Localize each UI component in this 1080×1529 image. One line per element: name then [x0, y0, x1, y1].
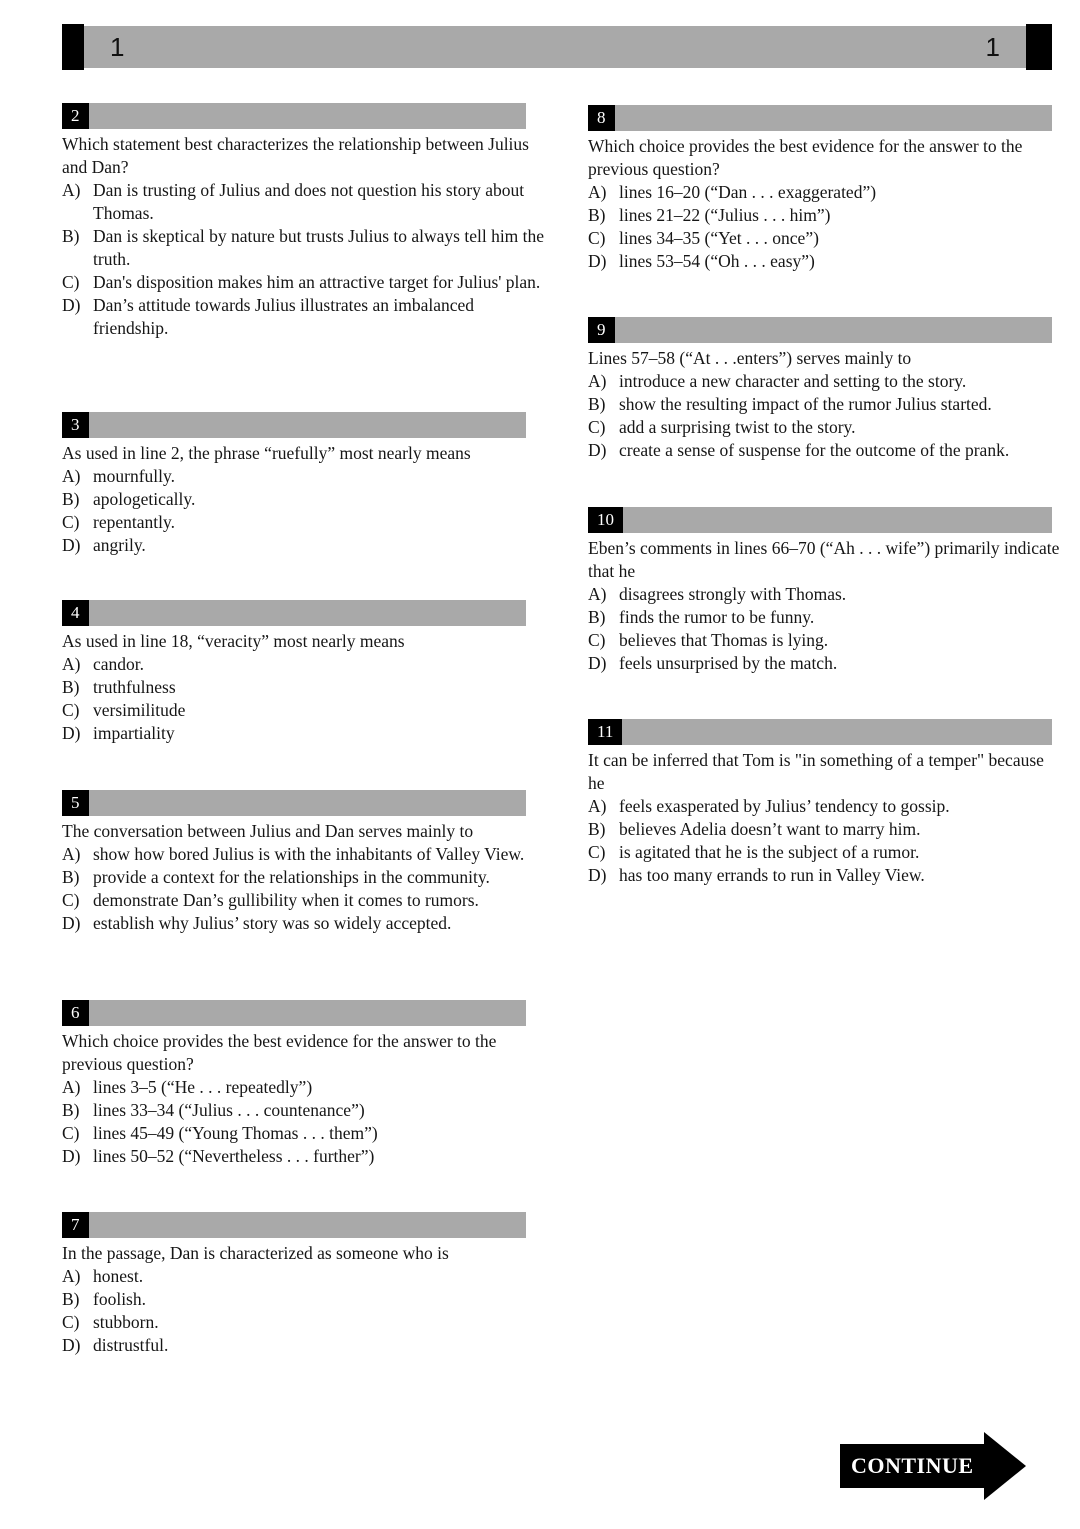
- question-7-option-b: [62, 1288, 546, 1311]
- question-11-option-c: [588, 841, 1062, 864]
- question-9-option-b: [588, 393, 1068, 416]
- option-letter: C): [588, 842, 606, 862]
- question-3-stem: As used in line 2, the phrase “ruefully” most nearly means: [62, 443, 471, 463]
- option-letter: C): [62, 272, 80, 292]
- option-letter: A): [62, 180, 81, 200]
- question-7-option-a: [62, 1265, 546, 1288]
- question-6-option-c: [62, 1122, 546, 1145]
- option-letter: A): [588, 584, 607, 604]
- question-8-option-b: [588, 204, 1062, 227]
- option-letter: C): [62, 700, 80, 720]
- arrow-right-icon: [984, 1432, 1026, 1500]
- right-page-number: 1: [985, 31, 1000, 62]
- question-8-option-d: [588, 250, 1062, 273]
- question-8-option-a: [588, 181, 1062, 204]
- question-5-option-c: [62, 889, 552, 912]
- question-5: [62, 790, 552, 935]
- option-text: believes that Thomas is lying.: [619, 630, 829, 650]
- question-2-stem: Which statement best characterizes the relationship between Julius and Dan?: [62, 134, 529, 177]
- question-4: [62, 600, 546, 745]
- option-letter: B): [588, 607, 606, 627]
- option-letter: D): [62, 1335, 81, 1355]
- option-text: show the resulting impact of the rumor Julius started.: [619, 394, 992, 414]
- option-text: establish why Julius’ story was so widely accepted.: [93, 913, 452, 933]
- question-4-option-c: [62, 699, 546, 722]
- option-text: lines 3–5 (“He . . . repeatedly”): [93, 1077, 313, 1097]
- question-3-option-c: [62, 511, 546, 534]
- question-6: [62, 1000, 546, 1168]
- question-7-number: 7: [62, 1212, 89, 1238]
- question-11-header-bar: [588, 719, 1052, 745]
- question-11-stem: It can be inferred that Tom is "in something of a temper" because he: [588, 750, 1044, 793]
- option-letter: A): [62, 1266, 81, 1286]
- question-2-option-d: [62, 294, 546, 340]
- option-text: foolish.: [93, 1289, 146, 1309]
- question-4-option-b: [62, 676, 546, 699]
- option-letter: B): [62, 489, 80, 509]
- option-text: impartiality: [93, 723, 175, 743]
- option-text: is agitated that he is the subject of a rumor.: [619, 842, 920, 862]
- option-text: feels exasperated by Julius’ tendency to gossip.: [619, 796, 950, 816]
- option-text: lines 33–34 (“Julius . . . countenance”): [93, 1100, 365, 1120]
- question-7: [62, 1212, 546, 1357]
- question-10-number: 10: [588, 507, 623, 533]
- option-letter: D): [62, 1146, 81, 1166]
- option-text: stubborn.: [93, 1312, 159, 1332]
- option-letter: B): [588, 819, 606, 839]
- question-10-option-b: [588, 606, 1062, 629]
- option-letter: C): [588, 417, 606, 437]
- option-letter: A): [588, 796, 607, 816]
- option-letter: C): [62, 1123, 80, 1143]
- question-3-option-d: [62, 534, 546, 557]
- question-5-stem: The conversation between Julius and Dan serves mainly to: [62, 821, 474, 841]
- question-9: [588, 317, 1068, 462]
- question-10-option-c: [588, 629, 1062, 652]
- option-letter: B): [588, 205, 606, 225]
- question-4-header-bar: [62, 600, 526, 626]
- question-10-option-a: [588, 583, 1062, 606]
- option-letter: D): [588, 251, 607, 271]
- option-text: honest.: [93, 1266, 144, 1286]
- question-8: [588, 105, 1062, 273]
- question-8-option-c: [588, 227, 1062, 250]
- option-letter: C): [62, 1312, 80, 1332]
- question-2-option-c: [62, 271, 546, 294]
- question-4-number: 4: [62, 600, 89, 626]
- question-7-option-c: [62, 1311, 546, 1334]
- question-9-option-d: [588, 439, 1068, 462]
- question-10-header-bar: [588, 507, 1052, 533]
- option-letter: B): [62, 226, 80, 246]
- question-3-number: 3: [62, 412, 89, 438]
- option-text: lines 16–20 (“Dan . . . exaggerated”): [619, 182, 877, 202]
- option-text: truthfulness: [93, 677, 176, 697]
- option-letter: B): [62, 677, 80, 697]
- option-letter: C): [62, 890, 80, 910]
- question-6-option-a: [62, 1076, 546, 1099]
- question-11-option-a: [588, 795, 1062, 818]
- question-7-option-d: [62, 1334, 546, 1357]
- option-text: repentantly.: [93, 512, 175, 532]
- question-9-header-bar: [588, 317, 1052, 343]
- option-letter: A): [588, 182, 607, 202]
- option-letter: B): [62, 1100, 80, 1120]
- question-7-header-bar: [62, 1212, 526, 1238]
- option-text: angrily.: [93, 535, 146, 555]
- question-3-option-b: [62, 488, 546, 511]
- question-9-number: 9: [588, 317, 615, 343]
- option-text: distrustful.: [93, 1335, 169, 1355]
- option-letter: C): [62, 512, 80, 532]
- option-text: provide a context for the relationships in the community.: [93, 867, 490, 887]
- option-letter: B): [62, 1289, 80, 1309]
- option-text: mournfully.: [93, 466, 175, 486]
- left-page-number: 1: [110, 31, 125, 62]
- page-header-bar: [62, 24, 1052, 70]
- option-letter: D): [62, 535, 81, 555]
- option-letter: C): [588, 630, 606, 650]
- question-10-option-d: [588, 652, 1062, 675]
- question-4-option-a: [62, 653, 546, 676]
- option-text: demonstrate Dan’s gullibility when it comes to rumors.: [93, 890, 479, 910]
- option-text: believes Adelia doesn’t want to marry him.: [619, 819, 921, 839]
- continue-arrow: [840, 1432, 1026, 1500]
- question-4-stem: As used in line 18, “veracity” most nearly means: [62, 631, 405, 651]
- option-letter: C): [588, 228, 606, 248]
- question-9-stem: Lines 57–58 (“At . . .enters”) serves mainly to: [588, 348, 912, 368]
- option-text: candor.: [93, 654, 145, 674]
- question-3: [62, 412, 546, 557]
- question-10-stem: Eben’s comments in lines 66–70 (“Ah . . . wife”) primarily indicate that he: [588, 538, 1060, 581]
- option-text: lines 53–54 (“Oh . . . easy”): [619, 251, 815, 271]
- question-4-option-d: [62, 722, 546, 745]
- question-6-number: 6: [62, 1000, 89, 1026]
- option-text: lines 21–22 (“Julius . . . him”): [619, 205, 831, 225]
- question-5-option-d: [62, 912, 552, 935]
- option-letter: B): [588, 394, 606, 414]
- option-letter: A): [588, 371, 607, 391]
- question-2-number: 2: [62, 103, 89, 129]
- question-8-number: 8: [588, 105, 615, 131]
- question-7-stem: In the passage, Dan is characterized as someone who is: [62, 1243, 449, 1263]
- question-5-number: 5: [62, 790, 89, 816]
- question-5-option-b: [62, 866, 552, 889]
- continue-label: CONTINUE: [840, 1444, 985, 1488]
- option-text: lines 45–49 (“Young Thomas . . . them”): [93, 1123, 378, 1143]
- question-11: [588, 719, 1062, 887]
- question-5-header-bar: [62, 790, 526, 816]
- question-6-option-b: [62, 1099, 546, 1122]
- question-2-option-a: [62, 179, 546, 225]
- option-text: lines 34–35 (“Yet . . . once”): [619, 228, 819, 248]
- option-letter: A): [62, 466, 81, 486]
- question-2-header-bar: [62, 103, 526, 129]
- question-11-option-b: [588, 818, 1062, 841]
- question-3-option-a: [62, 465, 546, 488]
- option-text: create a sense of suspense for the outcome of the prank.: [619, 440, 1010, 460]
- question-2-option-b: [62, 225, 546, 271]
- option-text: lines 50–52 (“Nevertheless . . . further”): [93, 1146, 375, 1166]
- header-gray-strip: [84, 26, 1026, 68]
- option-letter: D): [588, 865, 607, 885]
- question-6-header-bar: [62, 1000, 526, 1026]
- option-letter: D): [62, 913, 81, 933]
- option-text: Dan's disposition makes him an attractive target for Julius' plan.: [93, 272, 541, 292]
- header-right-black-cap: [1026, 24, 1052, 70]
- option-text: introduce a new character and setting to the story.: [619, 371, 967, 391]
- question-8-stem: Which choice provides the best evidence for the answer to the previous question?: [588, 136, 1023, 179]
- option-text: Dan’s attitude towards Julius illustrates an imbalanced friendship.: [93, 295, 475, 338]
- option-letter: D): [62, 723, 81, 743]
- option-letter: D): [588, 440, 607, 460]
- question-11-option-d: [588, 864, 1062, 887]
- option-text: show how bored Julius is with the inhabitants of Valley View.: [93, 844, 525, 864]
- option-letter: A): [62, 1077, 81, 1097]
- option-text: add a surprising twist to the story.: [619, 417, 856, 437]
- option-letter: A): [62, 654, 81, 674]
- question-9-option-a: [588, 370, 1068, 393]
- question-8-header-bar: [588, 105, 1052, 131]
- option-text: finds the rumor to be funny.: [619, 607, 815, 627]
- option-text: Dan is trusting of Julius and does not question his story about Thomas.: [93, 180, 525, 223]
- option-text: has too many errands to run in Valley View.: [619, 865, 925, 885]
- question-10: [588, 507, 1062, 675]
- option-letter: D): [62, 295, 81, 315]
- question-5-option-a: [62, 843, 552, 866]
- option-text: Dan is skeptical by nature but trusts Julius to always tell him the truth.: [93, 226, 545, 269]
- question-9-option-c: [588, 416, 1068, 439]
- option-letter: A): [62, 844, 81, 864]
- option-text: disagrees strongly with Thomas.: [619, 584, 847, 604]
- question-11-number: 11: [588, 719, 622, 745]
- question-3-header-bar: [62, 412, 526, 438]
- option-letter: B): [62, 867, 80, 887]
- question-2: [62, 103, 546, 340]
- option-letter: D): [588, 653, 607, 673]
- header-left-black-cap: [62, 24, 84, 70]
- option-text: apologetically.: [93, 489, 196, 509]
- option-text: versimilitude: [93, 700, 186, 720]
- question-6-option-d: [62, 1145, 546, 1168]
- question-6-stem: Which choice provides the best evidence for the answer to the previous question?: [62, 1031, 497, 1074]
- option-text: feels unsurprised by the match.: [619, 653, 838, 673]
